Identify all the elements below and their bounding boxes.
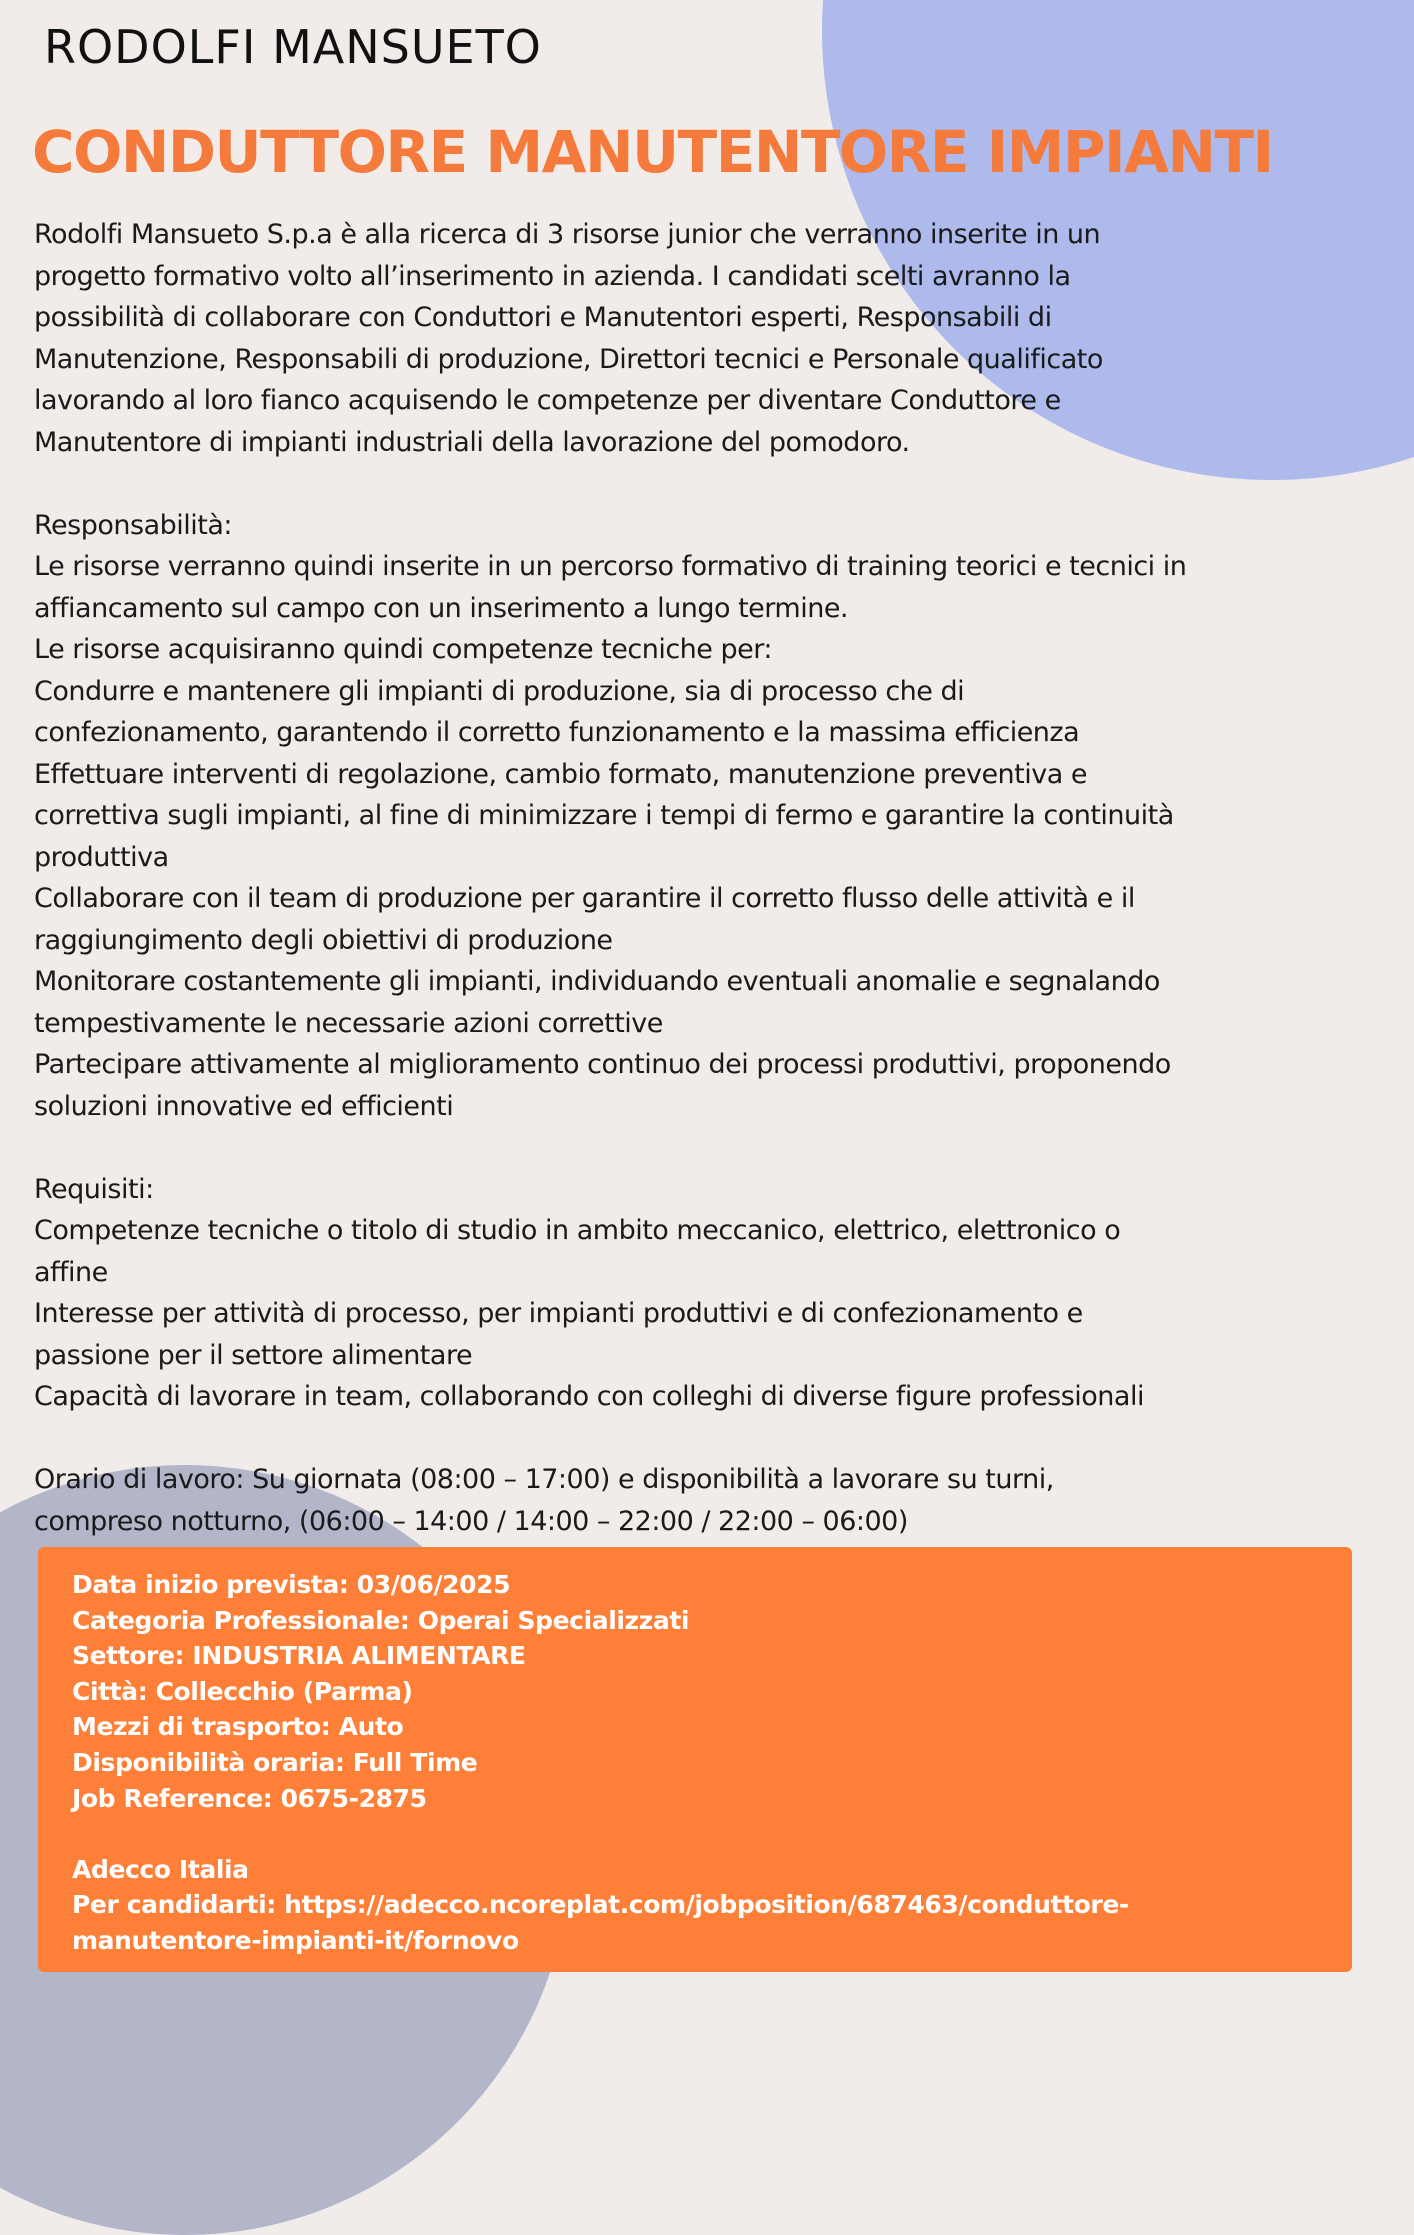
detail-sector: Settore: INDUSTRIA ALIMENTARE [72, 1641, 526, 1671]
responsibility-line: raggiungimento degli obiettivi di produzione [34, 924, 613, 956]
company-name: RODOLFI MANSUETO [44, 20, 542, 74]
requirement-line: Competenze tecniche o titolo di studio in ambito meccanico, elettrico, elettronico o [34, 1215, 1121, 1246]
intro-line: possibilità di collaborare con Conduttori e Manutentori esperti, Responsabili di [34, 302, 1052, 333]
responsibilities-heading: Responsabilità: [34, 509, 232, 541]
responsibility-line: Monitorare costantemente gli impianti, individuando eventuali anomalie e segnalando [34, 966, 1160, 997]
apply-link-line[interactable]: manutentore-impianti-it/fornovo [72, 1925, 519, 1955]
job-description [34, 214, 1394, 1542]
intro-line: lavorando al loro fianco acquisendo le competenze per diventare Conduttore e [34, 385, 1061, 416]
requirement-line: affine [34, 1256, 108, 1288]
responsibility-line: Effettuare interventi di regolazione, cambio formato, manutenzione preventiva e [34, 758, 1087, 790]
responsibility-line: correttiva sugli impianti, al fine di minimizzare i tempi di fermo e garantire la continuità [34, 800, 1174, 831]
responsibility-line: soluzioni innovative ed efficienti [34, 1090, 454, 1122]
blank-line [34, 1127, 1394, 1169]
responsibility-line: Partecipare attivamente al miglioramento continuo dei processi produttivi, proponendo [34, 1049, 1171, 1080]
detail-transport: Mezzi di trasporto: Auto [72, 1712, 404, 1742]
apply-link-line[interactable]: Per candidarti: https://adecco.ncoreplat.com/jobposition/687463/conduttore- [72, 1890, 1129, 1920]
responsibility-line: affiancamento sul campo con un inserimento a lungo termine. [34, 592, 849, 624]
blank-line [72, 1816, 1352, 1852]
detail-start-date: Data inizio prevista: 03/06/2025 [72, 1570, 511, 1599]
intro-line: Rodolfi Mansueto S.p.a è alla ricerca di 3 risorse junior che verranno inserite in un [34, 219, 1101, 250]
requirement-line: Interesse per attività di processo, per impianti produttivi e di confezionamento e [34, 1298, 1083, 1329]
blank-line [34, 463, 1394, 505]
detail-availability: Disponibilità oraria: Full Time [72, 1747, 478, 1777]
responsibility-line: Le risorse verranno quindi inserite in un percorso formativo di training teorici e tecnici in [34, 551, 1187, 582]
responsibility-line: produttiva [34, 841, 169, 873]
job-title: CONDUTTORE MANUTENTORE IMPIANTI [32, 118, 1273, 186]
job-details-box [38, 1547, 1352, 1972]
detail-category: Categoria Professionale: Operai Specializzati [72, 1605, 690, 1635]
requirement-line: passione per il settore alimentare [34, 1339, 473, 1371]
responsibility-line: tempestivamente le necessarie azioni correttive [34, 1007, 663, 1039]
intro-line: Manutentore di impianti industriali della lavorazione del pomodoro. [34, 426, 910, 458]
intro-line: progetto formativo volto all’inserimento in azienda. I candidati scelti avranno la [34, 260, 1071, 292]
intro-line: Manutenzione, Responsabili di produzione, Direttori tecnici e Personale qualificato [34, 343, 1103, 375]
blank-line [34, 1418, 1394, 1460]
responsibility-line: confezionamento, garantendo il corretto funzionamento e la massima efficienza [34, 717, 1080, 748]
schedule-line: compreso notturno, (06:00 – 14:00 / 14:00 – 22:00 / 22:00 – 06:00) [34, 1505, 908, 1537]
schedule-line: Orario di lavoro: Su giornata (08:00 – 17:00) e disponibilità a lavorare su turni, [34, 1464, 1054, 1495]
detail-job-reference: Job Reference: 0675-2875 [72, 1783, 427, 1813]
responsibility-line: Collaborare con il team di produzione per garantire il corretto flusso delle attività e il [34, 883, 1135, 914]
requirement-line: Capacità di lavorare in team, collaborando con colleghi di diverse figure professionali [34, 1381, 1144, 1412]
responsibility-line: Le risorse acquisiranno quindi competenze tecniche per: [34, 634, 772, 665]
detail-city: Città: Collecchio (Parma) [72, 1676, 413, 1706]
agency-name: Adecco Italia [72, 1854, 249, 1884]
requirements-heading: Requisiti: [34, 1173, 154, 1205]
responsibility-line: Condurre e mantenere gli impianti di produzione, sia di processo che di [34, 675, 965, 707]
